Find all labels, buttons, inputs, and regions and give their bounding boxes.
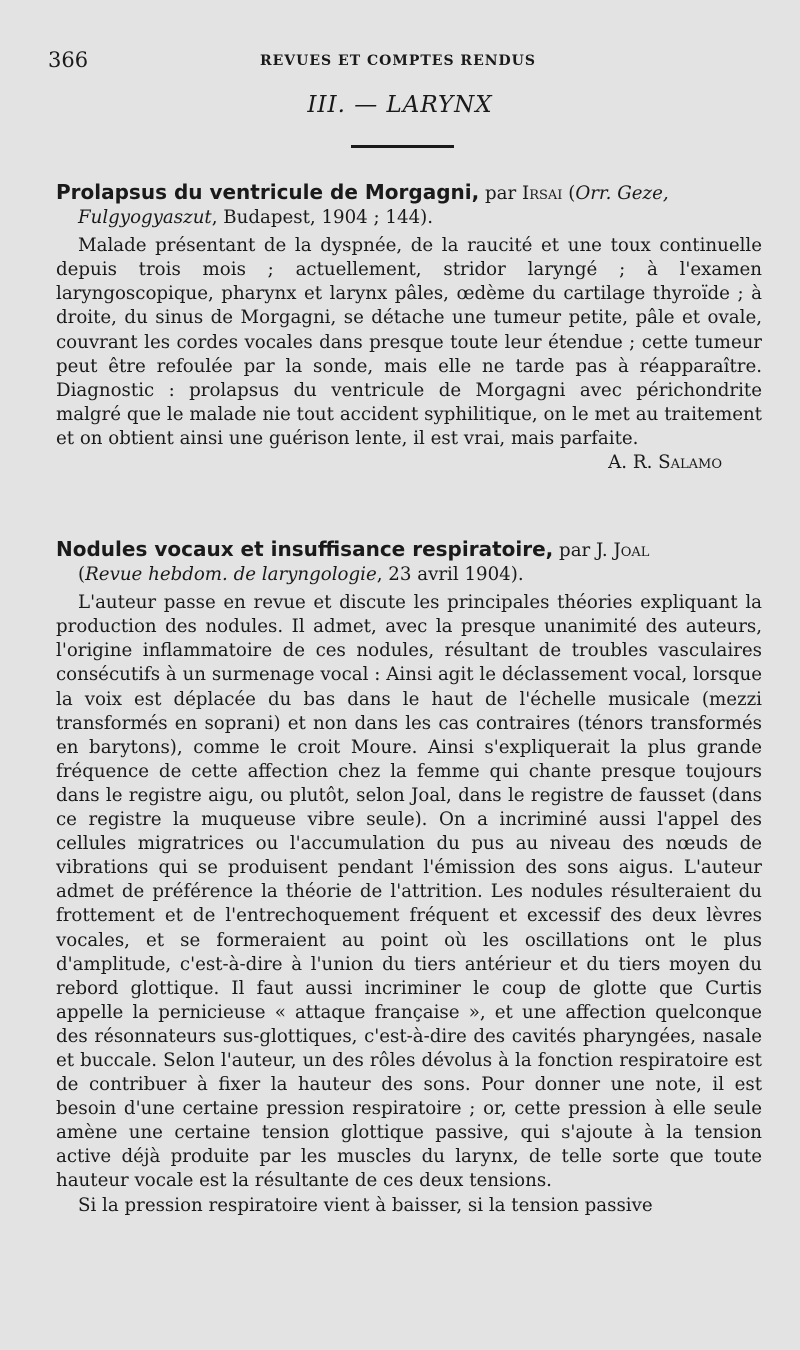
section-divider — [351, 145, 454, 148]
source-journal: Orr. Geze, — [575, 183, 669, 204]
source-open: ( — [78, 564, 86, 586]
article-author: Irsai — [522, 183, 563, 204]
article-prolapsus — [56, 180, 762, 475]
article-by: par — [485, 183, 517, 204]
article-nodules — [56, 537, 762, 1218]
page-number: 366 — [48, 48, 89, 72]
section-title: III. — LARYNX — [307, 92, 493, 118]
article-heading — [56, 537, 762, 563]
source-open: ( — [568, 183, 576, 204]
article-body: L'auteur passe en revue et discute les principales théories expliquant la production des nodules. Il admet, avec la presque unanimité des auteurs, l'origine inflammatoire de ces nodules, résultant de troubles vasculaires consécutifs à un surmenage vocal : Ainsi agit le déclassement vocal, lorsque la voix est déplacée du bas dans le haut de l'échelle musicale (mezzi transformés en soprani) et non dans les cas contraires (ténors transformés en barytons), comme le croit Moure. Ainsi s'expliquerait la plus grande fréquence de cette affection chez la femme qui chante presque toujours dans le registre aigu, ou plutôt, selon Joal, dans le registre de fausset (dans ce registre la muqueuse vibre seule). On a incriminé aussi l'appel des cellules migratrices ou l'accumulation du pus au niveau des nœuds de vibrations qui se produisent pendant l'émission des sons aigus. L'auteur admet de préférence la théorie de l'attrition. Les nodules résulteraient du frottement et de l'entrechoquement fréquent et excessif des deux lèvres vocales, et se formeraient au point où les oscillations ont le plus d'amplitude, c'est-à-dire à l'union du tiers antérieur et du tiers moyen du rebord glottique. Il faut aussi incriminer le coup de glotte que Curtis appelle la pernicieuse « attaque française », et une affection quelconque des résonnateurs sus-glottiques, c'est-à-dire des cavités pharyngées, nasale et buccale. Selon l'auteur, un des rôles dévolus à la fonction respiratoire est de contribuer à fixer la hauteur des sons. Pour donner une note, il est besoin d'une certaine pression respiratoire ; or, cette pression à elle seule amène une certaine tension glottique passive, qui s'ajoute à la tension active déjà produite par les muscles du larynx, de telle sorte que toute hauteur vocale est la résultante de ces deux tensions. — [56, 592, 762, 1192]
source-details: , Budapest, 1904 ; 144). — [211, 207, 434, 229]
article-body: Malade présentant de la dyspnée, de la raucité et une toux continuelle depuis trois mois ; actuellement, stridor laryngé ; à l'examen laryngoscopique, pharynx et larynx pâles, œdème du cartilage thyroïde ; à droite, du sinus de Morgagni, se détache une tumeur petite, pâle et ovale, couvrant les cordes vocales dans presque toute leur étendue ; cette tumeur peut être refoulée par la sonde, mais elle ne tarde pas à réapparaître. Diagnostic : prolapsus du ventricule de Morgagni avec périchondrite malgré que le malade nie tout accident syphilitique, on le met au traitement et on obtient ainsi une guérison lente, il est vrai, mais parfaite. — [56, 235, 762, 449]
signature-initials: A. R. — [608, 452, 653, 474]
article-title: Nodules vocaux et insuffisance respiratoire, — [56, 537, 554, 561]
source-journal: Revue hebdom. de laryngologie — [85, 564, 377, 586]
article-author: J. Joal — [596, 540, 650, 561]
journal-section-header: REVUES ET COMPTES RENDUS — [260, 53, 536, 69]
article-by: par — [559, 540, 591, 561]
article-citation — [78, 206, 762, 230]
source-details: , 23 avril 1904). — [376, 564, 524, 586]
signature-name: Salamo — [658, 452, 722, 474]
article-title: Prolapsus du ventricule de Morgagni, — [56, 180, 480, 204]
article-signature — [56, 451, 762, 475]
article-heading — [56, 180, 762, 206]
running-head — [48, 48, 748, 78]
article-citation — [78, 563, 762, 587]
source-journal-cont: Fulgyogyaszut — [78, 207, 212, 229]
article-body-continued: Si la pression respiratoire vient à baisser, si la tension passive — [78, 1194, 653, 1216]
